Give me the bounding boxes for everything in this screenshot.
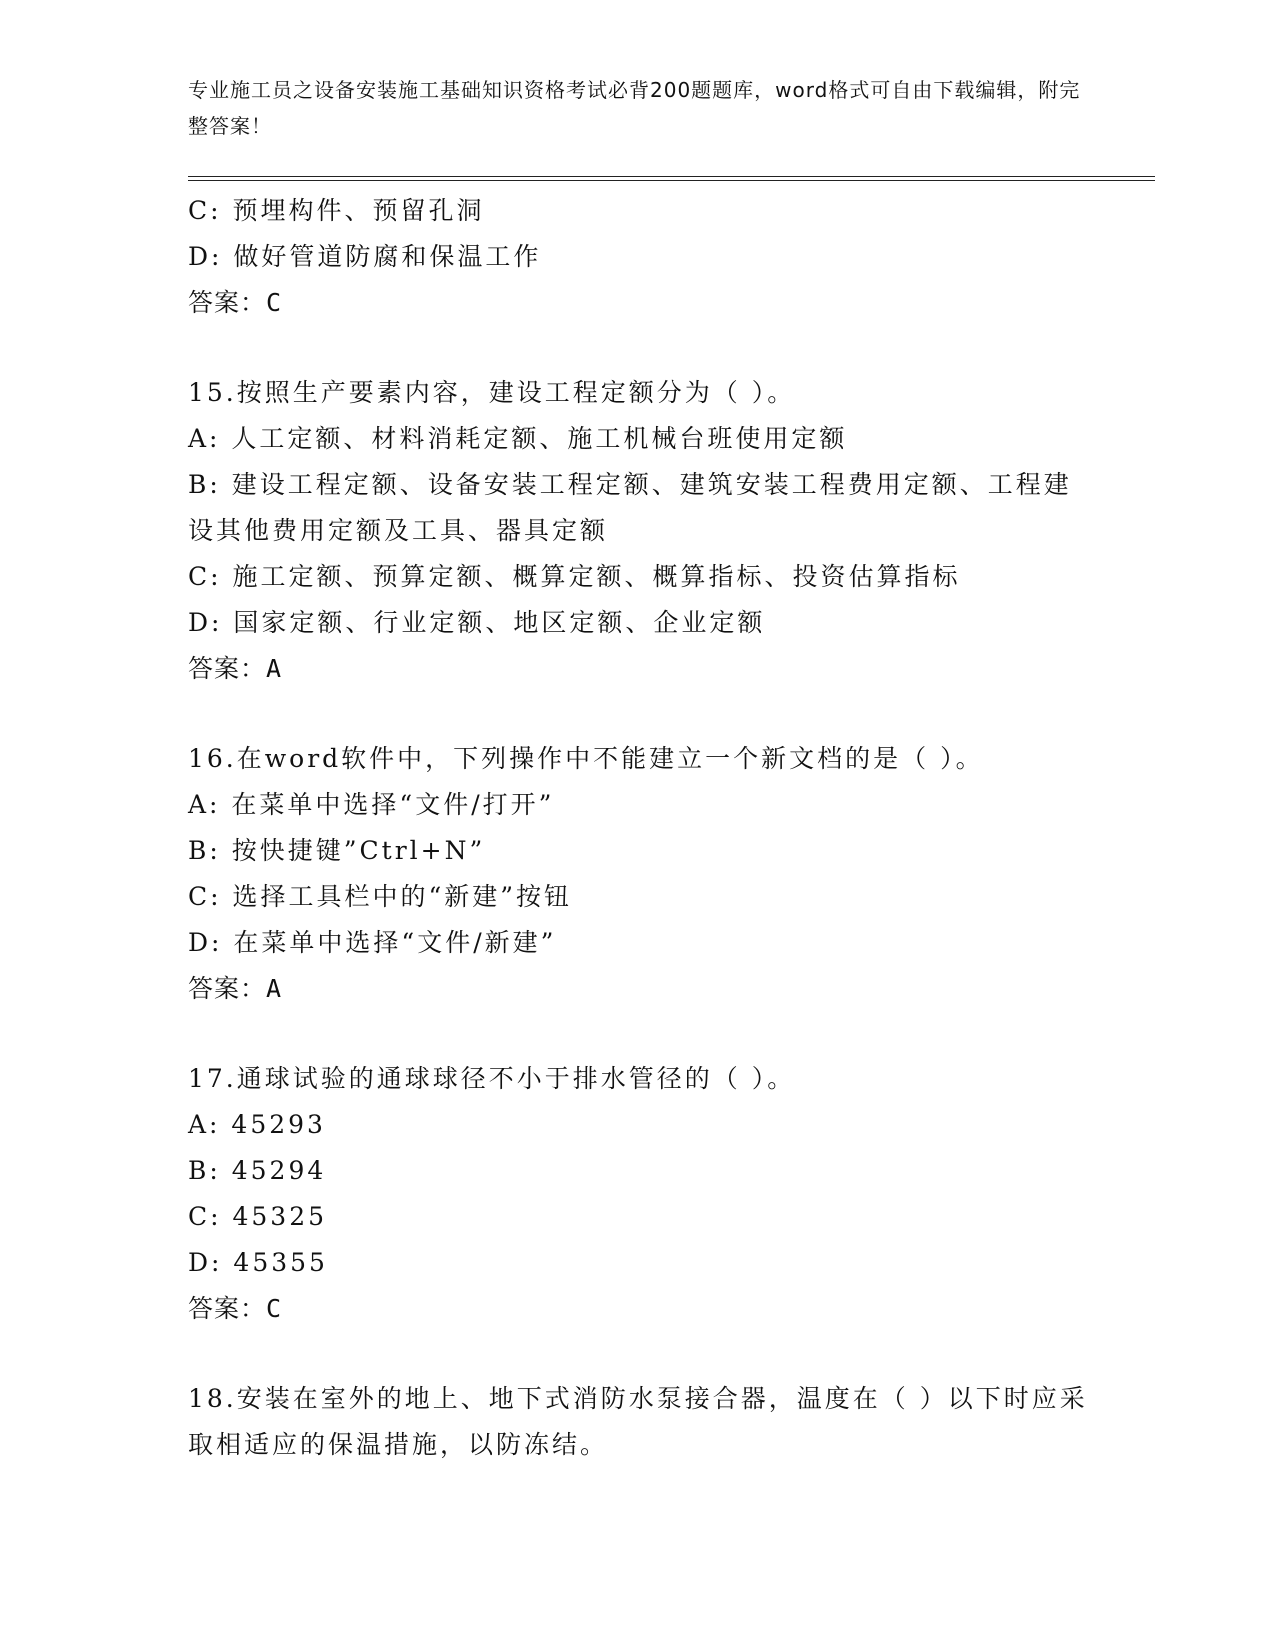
question-17 <box>188 1056 1088 1332</box>
option-c: C: 施工定额、预算定额、概算定额、概算指标、投资估算指标 <box>188 562 961 591</box>
option-d: D: 做好管道防腐和保温工作 <box>188 242 542 271</box>
option-b: B: 45294 <box>188 1156 327 1185</box>
answer-value: A <box>266 654 283 683</box>
spacer <box>188 1332 1088 1376</box>
option-d: D: 国家定额、行业定额、地区定额、企业定额 <box>188 608 766 637</box>
question-15 <box>188 370 1088 692</box>
answer-line <box>188 966 1088 1012</box>
question-stem: 16.在word软件中，下列操作中不能建立一个新文档的是（ ）。 <box>188 744 984 773</box>
option-b: B: 按快捷键”Ctrl+N” <box>188 836 486 865</box>
document-header: 专业施工员之设备安装施工基础知识资格考试必背200题题库，word格式可自由下载编辑，附完整答案！ <box>188 78 1081 138</box>
question-14-tail <box>188 188 1088 326</box>
document-body <box>188 188 1088 1468</box>
answer-label: 答案： <box>188 654 267 683</box>
answer-label: 答案： <box>188 974 267 1003</box>
option-a: A: 人工定额、材料消耗定额、施工机械台班使用定额 <box>188 424 848 453</box>
option-d: D: 在菜单中选择“文件/新建” <box>188 928 557 957</box>
option-c: C: 45325 <box>188 1202 328 1231</box>
option-a: A: 45293 <box>188 1110 326 1139</box>
answer-line <box>188 280 1088 326</box>
option-c: C: 预埋构件、预留孔洞 <box>188 196 485 225</box>
spacer <box>188 692 1088 736</box>
spacer <box>188 326 1088 370</box>
answer-value: C <box>266 1294 283 1323</box>
question-stem: 15.按照生产要素内容，建设工程定额分为（ ）。 <box>188 378 796 407</box>
spacer <box>188 1012 1088 1056</box>
question-16 <box>188 736 1088 1012</box>
header-divider <box>188 176 1155 181</box>
option-a: A: 在菜单中选择“文件/打开” <box>188 790 555 819</box>
option-c: C: 选择工具栏中的“新建”按钮 <box>188 882 573 911</box>
answer-value: C <box>266 288 283 317</box>
question-18 <box>188 1376 1088 1468</box>
answer-line <box>188 1286 1088 1332</box>
option-b: B: 建设工程定额、设备安装工程定额、建筑安装工程费用定额、工程建设其他费用定额及工具、器具定额 <box>188 470 1072 545</box>
answer-value: A <box>266 974 283 1003</box>
answer-label: 答案： <box>188 1294 267 1323</box>
option-d: D: 45355 <box>188 1248 328 1277</box>
answer-label: 答案： <box>188 288 267 317</box>
question-stem: 18.安装在室外的地上、地下式消防水泵接合器，温度在（ ）以下时应采取相适应的保温措施，以防冻结。 <box>188 1384 1088 1459</box>
question-stem: 17.通球试验的通球球径不小于排水管径的（ ）。 <box>188 1064 796 1093</box>
answer-line <box>188 646 1088 692</box>
